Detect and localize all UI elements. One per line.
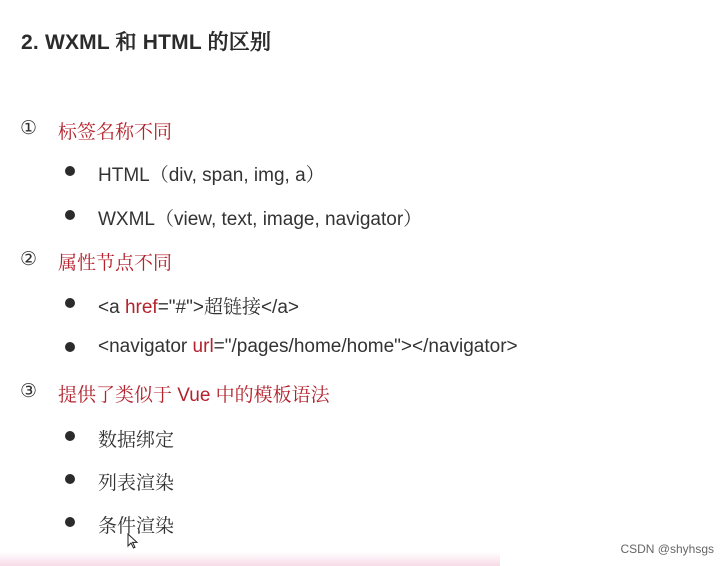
watermark: CSDN @shyhsgs [620,542,714,556]
bullet-icon [65,474,75,484]
code-tag-open: <a [98,297,125,318]
bottom-decoration [0,552,500,566]
section-number-1: ① [20,118,38,139]
code-attribute: href [124,297,158,318]
code-item-anchor [98,292,299,319]
code-rest: ="#">超链接</a> [157,297,299,318]
section-number-2: ② [20,249,38,270]
section-heading-2: 属性节点不同 [58,253,173,274]
section-number-3: ③ [20,381,38,402]
bullet-icon [65,298,75,308]
section-heading-3: 提供了类似于 Vue 中的模板语法 [58,385,330,406]
bullet-icon [65,431,75,441]
code-attribute: url [192,336,214,357]
list-item: WXML（view, text, image, navigator） [98,209,423,230]
section-heading-1: 标签名称不同 [58,122,173,143]
bullet-icon [65,342,75,352]
list-item: 列表渲染 [98,473,175,494]
bullet-icon [65,210,75,220]
bullet-icon [65,166,75,176]
code-tag-open: <navigator [98,336,193,357]
list-item: 条件渲染 [98,516,175,537]
list-item: 数据绑定 [98,430,175,451]
page-title: 2. WXML 和 HTML 的区别 [21,31,272,54]
list-item: HTML（div, span, img, a） [98,165,325,186]
mouse-cursor-icon [127,533,139,549]
code-item-navigator [98,336,518,358]
code-rest: ="/pages/home/home"></navigator> [213,336,518,357]
bullet-icon [65,517,75,527]
